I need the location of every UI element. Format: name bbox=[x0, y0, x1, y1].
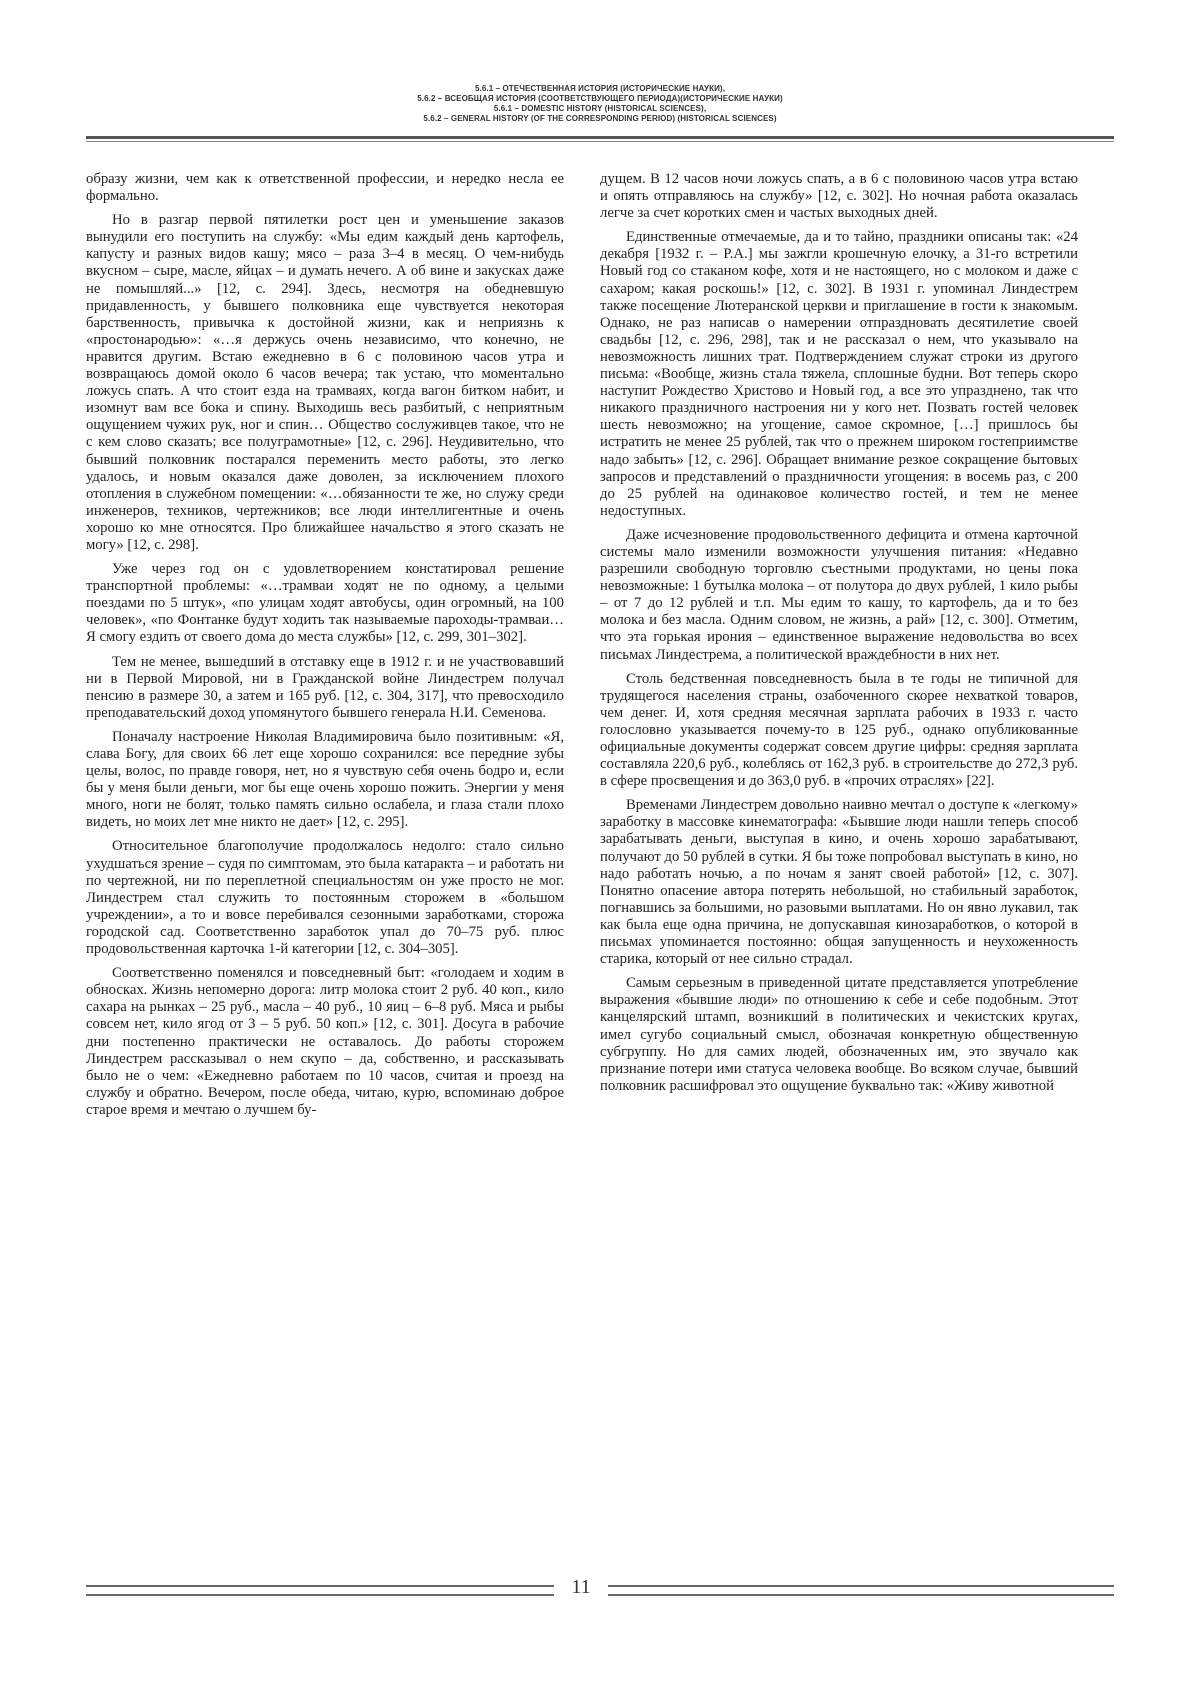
paragraph: Единственные отмечаемые, да и то тайно, праздники описаны так: «24 декабря [1932 г. – Р.А.] мы зажгли крошечную елочку, а 31-го встретили Новый год со стаканом кофе, хотя и не настоящего, но с молоком и даже с сахаром; какая роскошь!» [12, с. 302]. В 1931 г. упоминал Линдестрем также посещение Лютеранской церкви и приглашение в гости к знакомым. Однако, не раз написав о намерении отпраздновать десятилетие своей свадьбы [12, с. 296, 298], так и не рассказал о нем, что указывало на невозможность лишних трат. Подтверждением служат строки из другого письма: «Вообще, жизнь стала тяжела, сплошные будни. Вот теперь скоро наступит Рождество Христово и Новый год, а все это упразднено, так что никакого праздничного настроения ни у кого нет. Позвать гостей человек шесть невозможно; на угощение, самое скромное, […] пришлось бы истратить не менее 25 рублей, так что о прежнем широком гостеприимстве надо забыть» [12, с. 296]. Обращает внимание резкое сокращение бытовых запросов и представлений о праздничности угощения: в восемь раз, с 200 до 25 рублей на одинаковое количество гостей, и тем не менее недоступных. bbox=[600, 229, 1078, 519]
paragraph: Временами Линдестрем довольно наивно мечтал о доступе к «легкому» заработку в массовке кинематографа: «Бывшие люди нашли теперь способ зарабатывать деньги, выступая в кино, и очень хорошо зарабатывают, получают до 50 рублей в сутки. Я бы тоже попробовал выступать в кино, но надо работать ночью, а по ночам я занят своей работой» [12, с. 307]. Понятно опасение автора потерять небольшой, но стабильный заработок, погнавшись за большими, но разовыми выплатами. Но он явно лукавил, так как была еще одна причина, не допускавшая кинозаработков, о которой в письмах упоминается постоянно: общая запущенность и неухоженность старика, который от нее сильно страдал. bbox=[600, 797, 1078, 968]
paragraph: Даже исчезновение продовольственного дефицита и отмена карточной системы мало изменили возможности улучшения питания: «Недавно разрешили свободную торговлю съестными продуктами, но цены пока невозможные: 1 бутылка молока – от полутора до двух рублей, 1 кило рыбы – от 7 до 12 рублей и т.п. Мы едим то кашу, то картофель, да и то без молока и без масла. Одним словом, не жизнь, а рай» [12, с. 300]. Отметим, что эта горькая ирония – единственное выражение недовольства во всех письмах Линдестрема, а политической враждебности в них нет. bbox=[600, 526, 1078, 663]
paragraph: Но в разгар первой пятилетки рост цен и уменьшение заказов вынудили его поступить на службу: «Мы едим каждый день картофель, капусту и разных видов кашу; мясо – раза 3–4 в месяц. О чем-нибудь вкусном – сыре, масле, яйцах – и думать нечего. А об вине и закусках даже не помышляй...» [12, с. 294]. Здесь, несмотря на обедневшую придавленность, у бывшего полковника еще чувствуется некоторая барственность, привычка к достойной жизни, как и неприязнь к «простонародью»: «…я держусь очень независимо, что конечно, не нравится другим. Встаю ежедневно в 6 с половиною часов утра и возвращаюсь домой около 6 часов вечера; так устаю, что моментально ложусь спать. А что стоит езда на трамваях, когда вагон битком набит, и изомнут вам все бока и спину. Выходишь весь разбитый, с неприятным ощущением чужих рук, ног и спин… Общество сослуживцев такое, что не с кем слово сказать; все полуграмотные» [12, с. 296]. Неудивительно, что бывший полковник постарался переменить место работы, это легко удалось, и новым оказался даже доволен, за исключением плохого отопления в служебном помещении: «…обязанности те же, но служу среди инженеров, техников, чертежников; все люди интеллигентные и очень хорошо ко мне относятся. Про ближайшее начальство я этого сказать не могу» [12, с. 298]. bbox=[86, 212, 564, 553]
header-line-2: 5.6.2 – ВСЕОБЩАЯ ИСТОРИЯ (СООТВЕТСТВУЮЩЕГО ПЕРИОДА)(ИСТОРИЧЕСКИЕ НАУКИ) bbox=[417, 94, 783, 103]
paragraph: Тем не менее, вышедший в отставку еще в 1912 г. и не участвовавший ни в Первой Мировой, ни в Гражданской войне Линдестрем получал пенсию в размере 30, а затем и 165 руб. [12, с. 304, 317], что превосходило преподавательский доход упомянутого бывшего генерала Н.И. Семенова. bbox=[86, 653, 564, 721]
header-rule bbox=[86, 136, 1114, 139]
paragraph: Столь бедственная повседневность была в те годы не типичной для трудящегося населения страны, озабоченного скорее нехваткой товаров, чем денег. И, хотя средняя месячная зарплата рабочих в 1933 г. часто голословно указывается почему-то в 125 руб., однако опубликованные официальные документы содержат совсем другие цифры: средняя зарплата составляла 220,6 руб., колеблясь от 162,3 руб. в строительстве до 272,3 руб. в сфере просвещения и до 363,0 руб. в «прочих отраслях» [22]. bbox=[600, 670, 1078, 790]
header-line-4: 5.6.2 – GENERAL HISTORY (OF THE CORRESPONDING PERIOD) (HISTORICAL SCIENCES) bbox=[423, 114, 777, 123]
footer-rule-left bbox=[86, 1585, 554, 1596]
header-line-3: 5.6.1 – DOMESTIC HISTORY (HISTORICAL SCIENCES), bbox=[493, 104, 707, 113]
paragraph: Поначалу настроение Николая Владимировича было позитивным: «Я, слава Богу, для своих 66 лет еще хорошо сохранился: все передние зубы целы, волос, по правде говоря, нет, но я чувствую себя очень бодро и, если бы у меня были деньги, мог бы еще очень хорошо пожить. Энергии у меня много, ноги не болят, только память сильно ослабела, и глаза стали плохо видеть, но моих лет мне никто не дает» [12, с. 295]. bbox=[86, 728, 564, 831]
right-column bbox=[600, 171, 1078, 1559]
page-number: 11 bbox=[571, 1576, 591, 1598]
paragraph: Самым серьезным в приведенной цитате представляется употребление выражения «бывшие люди» по отношению к себе и себе подобным. Этот канцелярский штамп, возникший в политических и чекистских кругах, имел сугубо социальный смысл, обозначая конкретную общественную субгруппу. Но для самих людей, обозначенных им, это звучало как признание потери ими статуса человека вообще. Во всяком случае, бывший полковник расшифровал это ощущение буквально так: «Живу животной bbox=[600, 975, 1078, 1094]
paragraph: Относительное благополучие продолжалось недолго: стало сильно ухудшаться зрение – судя по симптомам, это была катаракта – и работать ни по чертежной, ни по переплетной специальностям он уже просто не мог. Линдестрем стал служить то постоянным сторожем в «большом учреждении», а то и вовсе перебивался сезонными заработками, сторожа городской сад. Соответственно заработок упал до 70–75 руб. плюс продовольственная карточка 1-й категории [12, с. 304–305]. bbox=[86, 838, 564, 958]
running-header bbox=[0, 84, 1200, 124]
paragraph: образу жизни, чем как к ответственной профессии, и нередко несла ее формально. bbox=[86, 171, 564, 205]
paragraph: Соответственно поменялся и повседневный быт: «голодаем и ходим в обносках. Жизнь непомерно дорога: литр молока стоит 2 руб. 40 коп., кило сахара на рынках – 25 руб., масла – 40 руб., 10 яиц – 6–8 руб. Мяса и рыбы совсем нет, кило ягод от 3 – 5 руб. 50 коп.» [12, с. 301]. Досуга в рабочие дни постепенно практически не оставалось. До работы сторожем Линдестрем рассказывал о нем скупо – да, собственно, и рассказывать было не о чем: «Ежедневно работаем по 10 часов, считая и проезд на службу и обратно. Вечером, после обеда, читаю, курю, вспоминаю доброе старое время и мечтаю о лучшем бу- bbox=[86, 965, 564, 1118]
paragraph: Уже через год он с удовлетворением констатировал решение транспортной проблемы: «…трамваи ходят не по одному, а целыми поездами по 5 штук», «по улицам ходят автобусы, один огромный, на 100 человек», «по Фонтанке будут ходить так называемые пароходы-трамваи… Я смогу ездить от своего дома до места службы» [12, с. 299, 301–302]. bbox=[86, 561, 564, 646]
paragraph: дущем. В 12 часов ночи ложусь спать, а в 6 с половиною часов утра встаю и опять отправляюсь на службу» [12, с. 302]. Но ночная работа оказалась легче за счет коротких смен и частых выходных дней. bbox=[600, 171, 1078, 222]
header-line-1: 5.6.1 – ОТЕЧЕСТВЕННАЯ ИСТОРИЯ (ИСТОРИЧЕСКИЕ НАУКИ), bbox=[474, 84, 726, 93]
header-rule-thin bbox=[86, 141, 1114, 142]
left-column bbox=[86, 171, 564, 1559]
footer-rule-right bbox=[608, 1585, 1114, 1596]
